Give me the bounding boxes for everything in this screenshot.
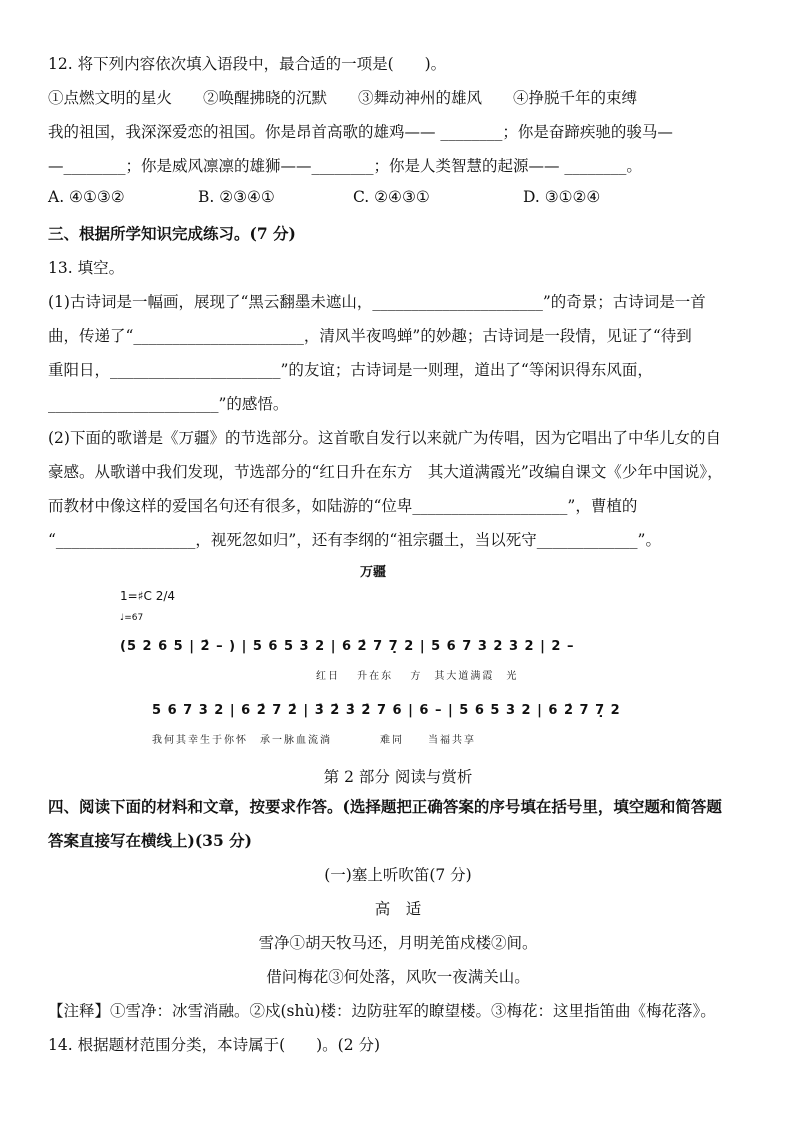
q13-p1-line2: 曲，传递了“______________________，清风半夜鸣蝉”的妙趣；古诗词是一段情，见证了“待到 [48, 327, 692, 345]
score-title: 万疆 [360, 565, 387, 580]
section4-heading-line1: 四、阅读下面的材料和文章，按要求作答。(选择题把正确答案的序号填在括号里，填空题和简答题 [48, 797, 722, 816]
q13-p1-line1: (1)古诗词是一幅画，展现了“黑云翻墨未遮山，______________________”的奇景；古诗词是一首 [48, 293, 706, 311]
q12-passage-line1: 我的祖国，我深深爱恋的祖国。你是昂首高歌的雄鸡—— ________；你是奋蹄疾驰的骏马— [48, 123, 673, 141]
score-row2-notes: 5 6 7 3 2 | 6 2̇ 7 2̇ | 3̇ 2̇ 3̇ 2̇ 7 6 | 6 – | 5 6 5 3 2 | 6 2̇ 7 7̣ 2 [152, 703, 621, 718]
music-score [120, 555, 680, 755]
score-tempo: ♩=67 [120, 613, 144, 623]
q12-passage-line2: —________；你是威风凛凛的雄狮——________；你是人类智慧的起源—— ________。 [48, 157, 642, 175]
section4-heading-line2: 答案直接写在横线上)(35 分) [48, 831, 252, 850]
q13-stem: 13. 填空。 [48, 259, 125, 277]
q13-p1-line4: ______________________”的感悟。 [48, 395, 289, 413]
q12-choice-c: C. ②④③① [353, 188, 430, 206]
poem-line1: 雪净①胡天牧马还，月明羌笛戍楼②间。 [258, 934, 538, 952]
q12-choice-d: D. ③①②④ [523, 188, 601, 206]
part2-title: 第 2 部分 阅读与赏析 [323, 768, 473, 786]
q12-options: ①点燃文明的星火 ②唤醒拂晓的沉默 ③舞动神州的雄风 ④挣脱千年的束缚 [48, 89, 638, 107]
q13-p2-line1: (2)下面的歌谱是《万疆》的节选部分。这首歌自发行以来就广为传唱，因为它唱出了中华儿女的自 [48, 429, 721, 447]
q12-stem: 12. 将下列内容依次填入语段中，最合适的一项是( )。 [48, 55, 447, 73]
q13-p2-line4: “__________________，视死忽如归”，还有李纲的“祖宗疆土，当以死守_____________”。 [48, 531, 661, 549]
poem-title: (一)塞上听吹笛(7 分) [324, 866, 472, 884]
poem-author: 高 适 [374, 900, 422, 918]
q14-stem: 14. 根据题材范围分类，本诗属于( )。(2 分) [48, 1036, 381, 1054]
score-row1-notes: (5 2 6 5 | 2̇ – ) | 5 6 5 3 2 | 6 2̇ 7 7̣ 2 | 5 6 7 3 2 3 2 | 2 – [120, 639, 575, 654]
poem-line2: 借问梅花③何处落，风吹一夜满关山。 [266, 968, 530, 986]
q12-choice-b: B. ②③④① [198, 188, 275, 206]
score-row2-lyrics: 我何其幸生于你怀 承一脉血流淌 难同 当福共享 [152, 735, 476, 746]
q12-choice-a: A. ④①③② [48, 188, 125, 206]
section3-heading: 三、根据所学知识完成练习。(7 分) [48, 224, 296, 243]
q13-p2-line2: 豪感。从歌谱中我们发现，节选部分的“红日升在东方 其大道满霞光”改编自课文《少年中国说》， [48, 463, 723, 481]
poem-notes: 【注释】①雪净：冰雪消融。②戍(shù)楼：边防驻军的瞭望楼。③梅花：这里指笛曲《梅花落》。 [48, 1002, 716, 1020]
score-row1-lyrics: 红日 升在东 方 其大道满霞 光 [316, 671, 519, 682]
q13-p1-line3: 重阳日，______________________”的友谊；古诗词是一则理，道出了“等闲识得东风面， [48, 361, 653, 379]
q13-p2-line3: 而教材中像这样的爱国名句还有很多，如陆游的“位卑____________________”，曹植的 [48, 497, 638, 515]
score-key: 1=♯C 2/4 [120, 589, 176, 603]
